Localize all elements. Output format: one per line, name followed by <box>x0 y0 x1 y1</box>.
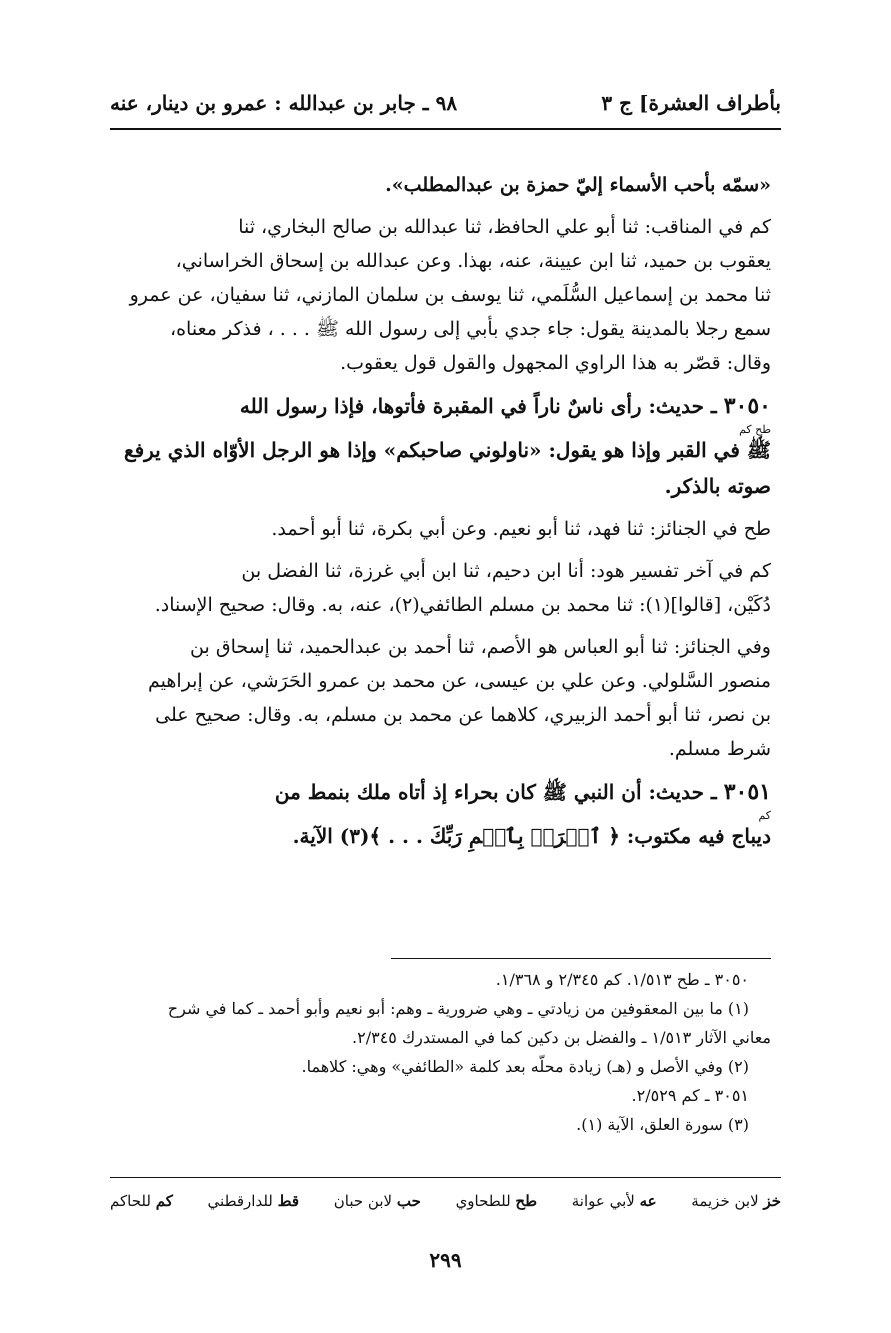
paragraph-tahawi: طح في الجنائز: ثنا فهد، ثنا أبو نعيم. وعن أبي بكرة، ثنا أبو أحمد. <box>271 518 771 540</box>
legend-item: طح للطحاوي <box>455 1192 538 1210</box>
source-sigla: طح كم <box>739 423 771 436</box>
hadith-number: ٣٠٥١ <box>723 779 771 805</box>
paragraph-hakim-tafsir <box>120 554 771 622</box>
hadith-line <box>120 774 771 810</box>
running-header <box>110 86 781 120</box>
abbreviation-legend <box>110 1192 781 1210</box>
text-line: وفي الجنائز: ثنا أبو العباس هو الأصم، ثنا أحمد بن عبدالحميد، ثنا إسحاق بن <box>190 636 771 658</box>
hadith-text: ـ حديث: أن النبي ﷺ كان بحراء إذ أتاه ملك بنمط من <box>274 780 717 804</box>
hadith-line: صوته بالذكر. <box>664 474 771 498</box>
hadith-number: ٣٠٥٠ <box>723 393 771 419</box>
text-line: كم في المناقب: ثنا أبو علي الحافظ، ثنا عبدالله بن صالح البخاري، ثنا <box>238 216 771 238</box>
text-line: منصور السَّلولي. وعن علي بن عيسى، عن محمد بن عمرو الحَرَشي، عن إبراهيم <box>148 670 771 692</box>
text-line: ثنا محمد بن إسماعيل السُّلَمي، ثنا يوسف بن سلمان المازني، ثنا سفيان، عن عمرو <box>129 284 771 306</box>
legend-item: حب لابن حبان <box>333 1192 421 1210</box>
footnotes <box>120 965 771 1139</box>
text-line: وقال: قصّر به هذا الراوي المجهول والقول قول يعقوب. <box>340 352 771 374</box>
text-line: دُكَيْن، [قالوا](١): ثنا محمد بن مسلم الطائفي(٢)، عنه، به. وقال: صحيح الإسناد. <box>154 594 771 616</box>
source-sigla: كم <box>758 809 771 822</box>
hadith-3050 <box>120 388 771 504</box>
text-line: كم في آخر تفسير هود: أنا ابن دحيم، ثنا ابن أبي غرزة، ثنا الفضل بن <box>241 560 771 582</box>
intro-line: «سمّه بأحب الأسماء إليّ حمزة بن عبدالمطلب». <box>385 174 771 196</box>
footnote: ٣٠٥١ ـ كم ٢/٥٢٩. <box>631 1086 749 1105</box>
header-rule <box>110 128 781 130</box>
hadith-text: ـ حديث: رأى ناسٌ ناراً في المقبرة فأتوها، فإذا رسول الله <box>239 394 717 418</box>
paragraph-manaqib <box>120 210 771 380</box>
footnote: ٣٠٥٠ ـ طح ١/٥١٣. كم ٢/٣٤٥ و ١/٣٦٨. <box>495 970 749 989</box>
footnote: (١) ما بين المعقوفين من زيادتي ـ وهي ضرورية ـ وهم: أبو نعيم وأبو أحمد ـ كما في شرح <box>167 999 749 1018</box>
footnote: (٢) وفي الأصل و (هـ) زيادة محلّه بعد كلمة «الطائفي» وهي: كلاهما. <box>301 1057 749 1076</box>
legend-item: عه لأبي عوانة <box>571 1192 657 1210</box>
page-number: ٢٩٩ <box>429 1248 462 1272</box>
footnote: (٣) سورة العلق، الآية (١). <box>576 1115 749 1134</box>
paragraph-janaiz <box>120 630 771 766</box>
footnote-rule <box>391 958 771 959</box>
legend-item: كم للحاكم <box>110 1192 173 1210</box>
hadith-line: ديباج فيه مكتوب: ﴿ ٱقۡرَأۡ بِٱسۡمِ رَبِّكَ . . . ﴾(٣) الآية. <box>292 824 771 848</box>
legend-item: خز لابن خزيمة <box>691 1192 781 1210</box>
hadith-line: ﷺ في القبر وإذا هو يقول: «ناولوني صاحبكم» وإذا هو الرجل الأوّاه الذي يرفع <box>123 438 771 462</box>
footnote: معاني الآثار ١/٥١٣ ـ والفضل بن دكين كما في المستدرك ٢/٣٤٥. <box>352 1028 771 1047</box>
hadith-line <box>120 388 771 424</box>
legend-rule <box>110 1177 781 1178</box>
text-line: يعقوب بن حميد، ثنا ابن عيينة، عنه، بهذا. وعن عبدالله بن إسحاق الخراساني، <box>175 250 771 272</box>
text-line: بن نصر، ثنا أبو أحمد الزبيري، كلاهما عن محمد بن مسلم، به. وقال: صحيح على <box>155 704 771 726</box>
header-book-title: بأطراف العشرة] ج ٣ <box>601 91 781 115</box>
hadith-3051 <box>120 774 771 854</box>
text-line: شرط مسلم. <box>668 738 771 760</box>
header-section-title: ٩٨ ـ جابر بن عبدالله : عمرو بن دينار، عنه <box>110 91 458 115</box>
main-text <box>120 168 771 854</box>
text-line: سمع رجلا بالمدينة يقول: جاء جدي بأبي إلى رسول الله ﷺ . . . ، فذكر معناه، <box>169 318 771 340</box>
legend-item: قط للدارقطني <box>207 1192 300 1210</box>
